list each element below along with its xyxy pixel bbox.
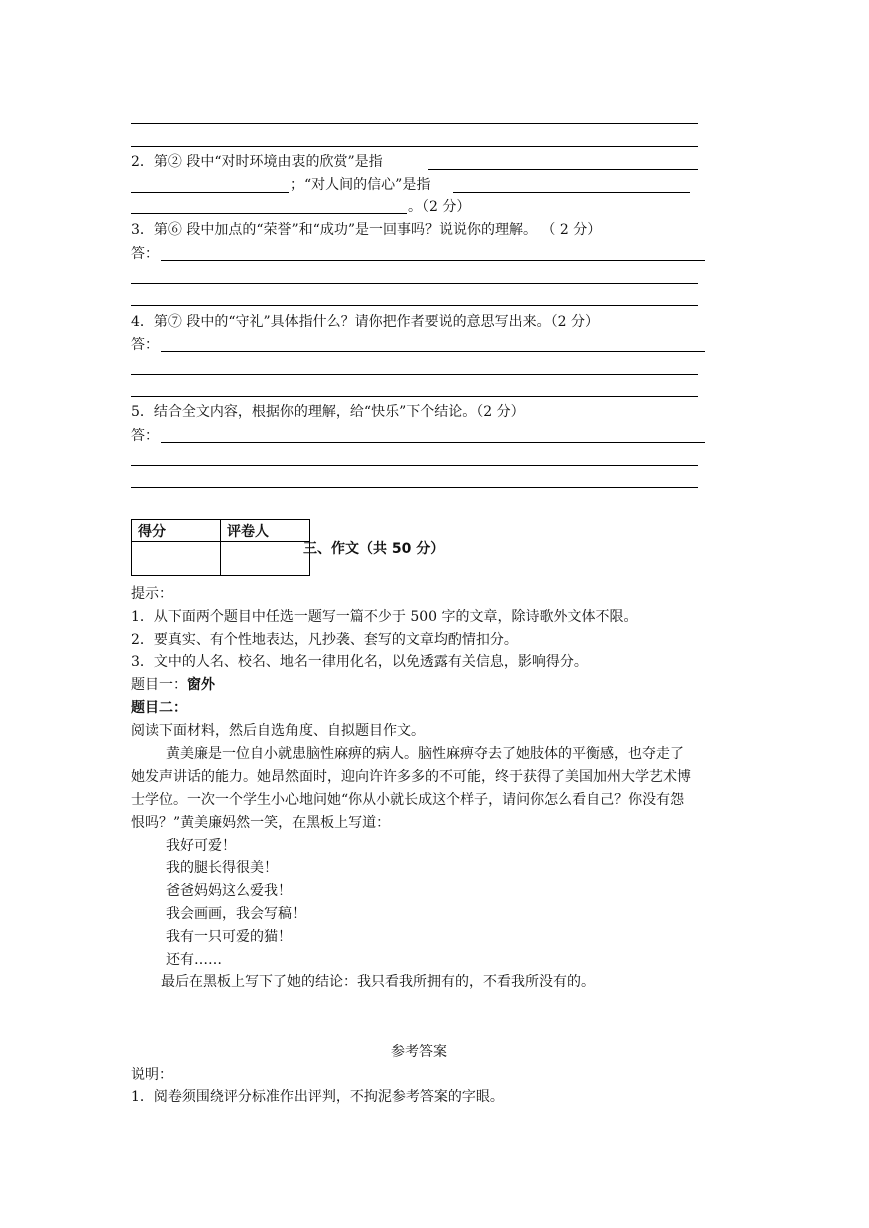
grader-header: 评卷人 — [221, 520, 310, 542]
answer-line[interactable] — [131, 465, 698, 466]
topic-1 — [131, 675, 215, 695]
material-line: 恨吗？”黄美廉妈然一笑，在黑板上写道： — [131, 815, 391, 831]
score-cell[interactable] — [132, 542, 221, 576]
poem-line: 爸爸妈妈这么爱我！ — [166, 883, 292, 899]
answers-note-item: 1．阅卷须围绕评分标准作出评判，不拘泥参考答案的字眼。 — [131, 1089, 504, 1105]
question-2-mid-text: ；“对人间的信心”是指 — [290, 177, 431, 193]
answer-line[interactable] — [161, 260, 705, 261]
answer-line[interactable] — [161, 351, 705, 352]
answer-label: 答： — [131, 428, 159, 444]
answers-note-label: 说明： — [131, 1067, 173, 1083]
answer-label: 答： — [131, 337, 159, 353]
poem-line: 我好可爱！ — [166, 838, 236, 854]
question-2-end-text: 。（2 分） — [408, 199, 471, 215]
question-4-text: 4．第⑦ 段中的“守礼”具体指什么？请你把作者要说的意思写出来。（2 分） — [131, 314, 600, 330]
answer-line[interactable] — [131, 374, 698, 375]
topic-2-intro: 阅读下面材料，然后自选角度、自拟题目作文。 — [131, 723, 425, 739]
topic-2-label: 题目二： — [131, 700, 187, 716]
answer-line[interactable] — [161, 442, 705, 443]
answer-line[interactable] — [131, 146, 698, 147]
material-line: 士学位。一次一个学生小心地问她“你从小就长成这个样子，请问你怎么看自己？你没有怨 — [131, 792, 685, 808]
question-3-text: 3．第⑥ 段中加点的“荣誉”和“成功”是一回事吗？说说你的理解。 （ 2 分） — [131, 222, 602, 238]
grader-cell[interactable] — [221, 542, 310, 576]
score-table — [131, 519, 310, 576]
answer-line[interactable] — [131, 396, 698, 397]
poem-line: 我会画画，我会写稿！ — [166, 906, 306, 922]
material-line: 黄美廉是一位自小就患脑性麻痹的病人。脑性麻痹夺去了她肢体的平衡感，也夺走了 — [166, 746, 684, 762]
question-5-text: 5．结合全文内容，根据你的理解，给“快乐”下个结论。（2 分） — [131, 404, 525, 420]
tip-item: 3．文中的人名、校名、地名一律用化名，以免透露有关信息，影响得分。 — [131, 654, 588, 670]
answer-line[interactable] — [428, 169, 698, 170]
answer-line[interactable] — [131, 305, 698, 306]
topic-1-label: 题目一： — [131, 677, 187, 693]
answer-line[interactable] — [453, 192, 690, 193]
answer-line[interactable] — [131, 283, 698, 284]
answers-title: 参考答案 — [391, 1044, 447, 1060]
poem-line: 我的腿长得很美！ — [166, 860, 278, 876]
answer-line[interactable] — [131, 213, 407, 214]
answer-line[interactable] — [131, 192, 289, 193]
tip-item: 1．从下面两个题目中任选一题写一篇不少于 500 字的文章，除诗歌外文体不限。 — [131, 609, 638, 625]
question-2-text: 2．第② 段中“对时环境由衷的欣赏”是指 — [131, 154, 383, 170]
answer-label: 答： — [131, 246, 159, 262]
poem-line: 还有…… — [166, 952, 222, 968]
topic-1-title: 窗外 — [187, 677, 215, 693]
poem-line: 我有一只可爱的猫！ — [166, 929, 292, 945]
tip-item: 2．要真实、有个性地表达，凡抄袭、套写的文章均酌情扣分。 — [131, 632, 518, 648]
answer-line[interactable] — [131, 123, 698, 124]
conclusion: 最后在黑板上写下了她的结论：我只看我所拥有的，不看我所没有的。 — [161, 974, 595, 990]
score-header: 得分 — [132, 520, 221, 542]
tips-label: 提示： — [131, 586, 173, 602]
section-title: 三、作文（共 50 分） — [303, 541, 445, 557]
answer-line[interactable] — [131, 487, 698, 488]
material-line: 她发声讲话的能力。她昂然面时，迎向许许多多的不可能，终于获得了美国加州大学艺术博 — [131, 769, 691, 785]
